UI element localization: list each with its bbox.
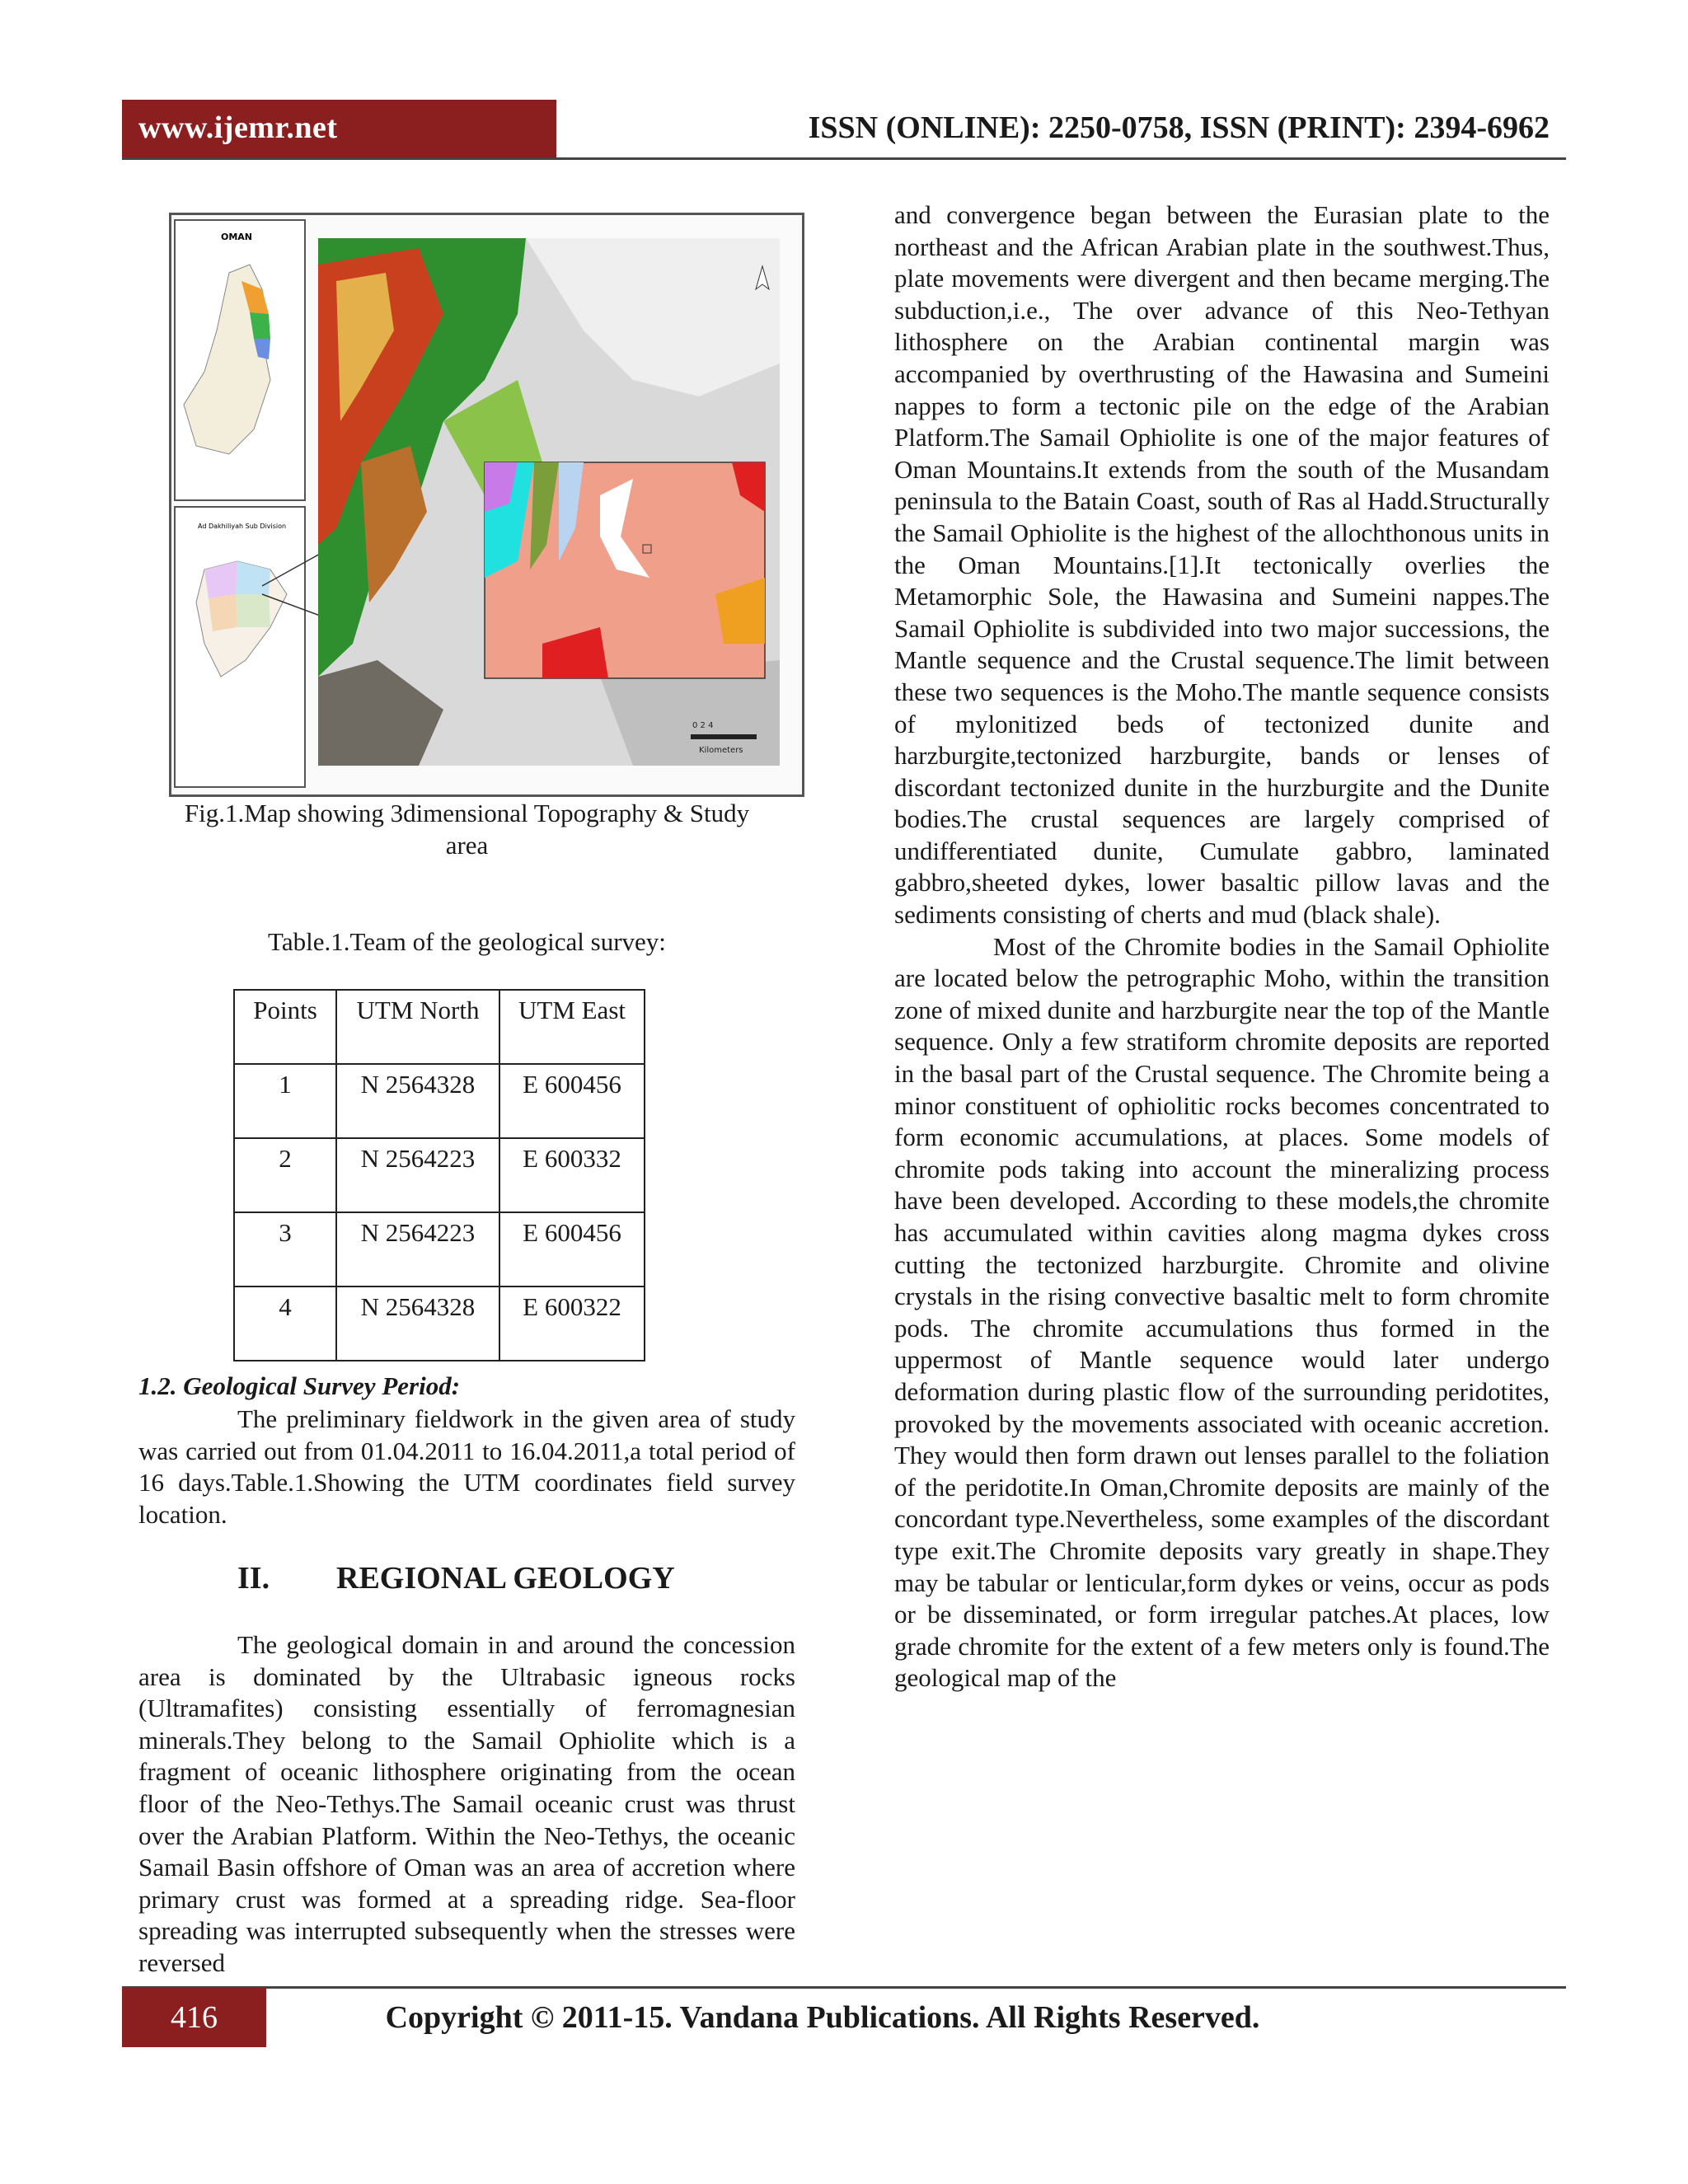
regional-geology-text [138,1629,795,1980]
table-header: UTM East [499,990,645,1064]
table-cell: 2 [234,1138,336,1212]
scale-label: Kilometers [699,746,743,755]
utm-table [233,989,645,1361]
table-cell: E 600456 [499,1212,645,1286]
scale-ticks: 0 2 4 [692,721,714,730]
section-heading [138,1560,795,1596]
table-row [234,1064,645,1138]
table-row [234,1286,645,1361]
inset-title: OMAN [221,232,253,242]
inset-region-label: Ad Dakhiliyah Sub Division [198,523,287,530]
table-cell: N 2564328 [336,1286,499,1361]
table-cell: 4 [234,1286,336,1361]
right-paragraph-2: Most of the Chromite bodies in the Samail Ophiolite are located below the petrographic Moho, within the transition zone of mixed dunite and harzburgite near the top of the Mantle sequence. Only a few stratiform chromite deposits are reported in the basal part of the Crustal sequence. The Chromite being a minor constituent of ophiolitic rocks becomes concentrated to form economic accumulations, at places. Some models of chromite pods taking into account the mineralizing process have been developed. According to these models,the chromite has accumulated within cavities along magma dykes cross cutting the tectonized harzburgite. Chromite and olivine crystals in the rising convective basaltic melt to form chromite pods. The chromite accumulations thus formed in the uppermost of Mantle sequence would later undergo deformation during plastic flow of the surrounding peridotites, provoked by the movements associated with oceanic accretion. They would then form drawn out lenses parallel to the foliation of the peridotite.In Oman,Chromite deposits are mainly of the concordant type.Nevertheless, some examples of the discordant type exit.The Chromite deposits vary greatly in shape.They may be tabular or lenticular,form dykes or veins, occur as pods or be disseminated, or form irregular patches.At places, low grade chromite for the extent of a few meters only is found.The geological map of the [894,931,1550,1693]
survey-period-text [138,1404,795,1530]
topography-map-figure [169,213,804,797]
table-cell: E 600456 [499,1064,645,1138]
table-cell: 1 [234,1064,336,1138]
figure-caption-line2: area [445,830,489,860]
table-cell: E 600322 [499,1286,645,1361]
table-cell: N 2564223 [336,1138,499,1212]
table-row [234,1138,645,1212]
right-paragraph-1: and convergence began between the Eurasian plate to the northeast and the African Arabian plate in the southwest.Thus, plate movements were divergent and then became merging.The subduction,i.e., The over advance of this Neo-Tethyan lithosphere on the Arabian continental margin was accompanied by overthrusting of the Hawasina and Sumeini nappes to form a tectonic pile on the edge of the Arabian Platform.The Samail Ophiolite is one of the major features of Oman Mountains.It extends from the south of the Musandam peninsula to the Batain Coast, south of Ras al Hadd.Structurally the Samail Ophiolite is the highest of the allochthonous units in the Oman Mountains.[1].It tectonically overlies the Metamorphic Sole, the Hawasina and Sumeini nappes.The Samail Ophiolite is subdivided into two major successions, the Mantle sequence and the Crustal sequence.The limit between these two sequences is the Moho.The mantle sequence consists of mylonitized beds of tectonized dunite and harzburgite,tectonized harzburgite, bands or lenses of discordant tectonized dunite in the hurzburgite and the Dunite bodies.The crustal sequences are largely comprised of undifferentiated dunite, Cumulate gabbro, laminated gabbro,sheeted dykes, lower basaltic pillow lavas and the sediments consisting of cherts and mud (black shale). [894,200,1550,930]
topography-map-image [171,215,802,794]
figure-caption [138,798,795,861]
table-header-row [234,990,645,1064]
table-cell: N 2564223 [336,1212,499,1286]
subsection-heading: 1.2. Geological Survey Period: [138,1371,461,1400]
footer-divider [122,1986,1566,1989]
copyright-notice: Copyright © 2011-15. Vandana Publications. All Rights Reserved. [385,2000,1260,2035]
geology-paragraph: The geological domain in and around the concession area is dominated by the Ultrabasic igneous rocks (Ultramafites) consisting essentially of ferromagnesian minerals.They belong to the Samail Ophiolite which is a fragment of oceanic lithosphere originating from the ocean floor of the Neo-Tethys.The Samail oceanic crust was thrust over the Arabian Platform. Within the Neo-Tethys, the oceanic Samail Basin offshore of Oman was an area of accretion where primary crust was formed at a spreading ridge. Sea-floor spreading was interrupted subsequently when the stresses were reversed [138,1630,795,1977]
figure-caption-line1: Fig.1.Map showing 3dimensional Topography & Study [184,799,750,827]
journal-url: www.ijemr.net [138,110,338,145]
table-header: Points [234,990,336,1064]
table-title: Table.1.Team of the geological survey: [268,927,666,956]
page-number: 416 [171,2000,218,2035]
table-cell: 3 [234,1212,336,1286]
section-number: II. [237,1561,270,1596]
table-cell: E 600332 [499,1138,645,1212]
issn-line: ISSN (ONLINE): 2250-0758, ISSN (PRINT): 2394-6962 [808,110,1550,145]
table-header: UTM North [336,990,499,1064]
table-cell: N 2564328 [336,1064,499,1138]
header-divider [122,157,1566,160]
right-column-text [894,199,1550,1694]
survey-paragraph: The preliminary fieldwork in the given area of study was carried out from 01.04.2011 to 16.04.2011,a total period of 16 days.Table.1.Showing the UTM coordinates field survey location. [138,1404,795,1529]
section-title: REGIONAL GEOLOGY [336,1561,675,1596]
table-row [234,1212,645,1286]
